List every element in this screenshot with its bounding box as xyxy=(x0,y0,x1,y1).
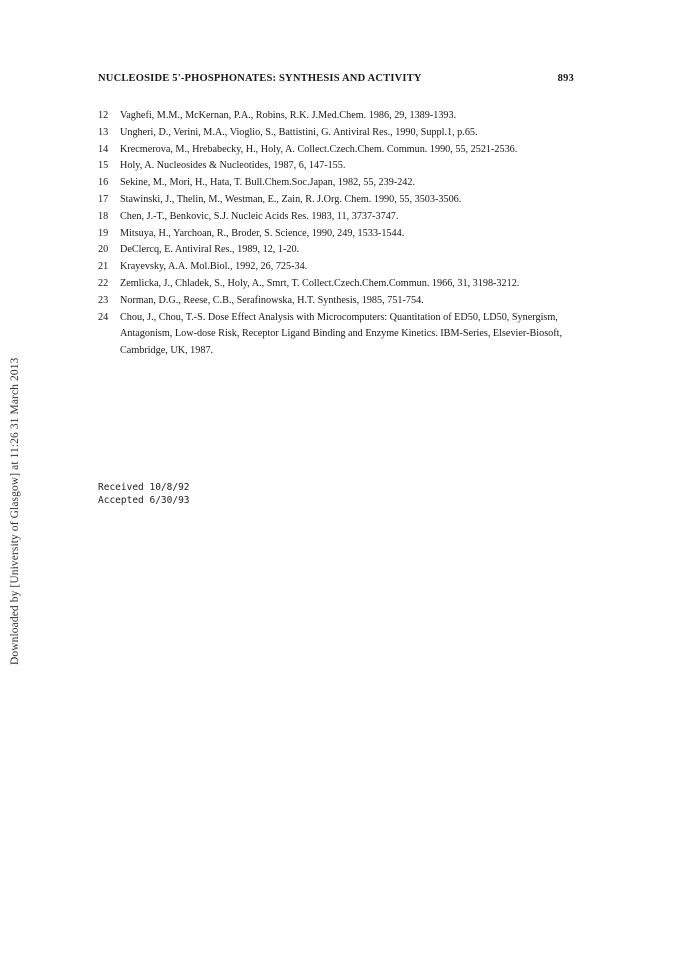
reference-number: 22 xyxy=(98,277,109,289)
reference-item xyxy=(98,125,578,142)
reference-text: Chou, J., Chou, T.-S. Dose Effect Analysis with Microcomputers: Quantitation of ED50, LD50, Synergism, Antagonism, Low-dose Risk, Receptor Ligand Binding and Enzyme Kinetics. IBM-Series, Elsevier-Biosoft, Cambridge, UK, 1987. xyxy=(120,311,563,357)
reference-text: Vaghefi, M.M., McKernan, P.A., Robins, R.K. J.Med.Chem. 1986, 29, 1389-1393. xyxy=(120,110,457,121)
running-header xyxy=(98,73,574,89)
reference-text: Krayevsky, A.A. Mol.Biol., 1992, 26, 725-34. xyxy=(120,261,308,273)
reference-text: Sekine, M., Mori, H., Hata, T. Bull.Chem.Soc.Japan, 1982, 55, 239-242. xyxy=(120,177,416,189)
reference-number: 15 xyxy=(98,160,109,172)
reference-number: 23 xyxy=(98,294,109,306)
reference-number: 21 xyxy=(98,261,109,273)
reference-text: Stawinski, J., Thelin, M., Westman, E., Zain, R. J.Org. Chem. 1990, 55, 3503-3506. xyxy=(120,193,462,205)
received-date: Received 10/8/92 xyxy=(98,482,190,493)
reference-number: 16 xyxy=(98,177,109,189)
reference-number: 14 xyxy=(98,143,109,155)
reference-text: Chen, J.-T., Benkovic, S.J. Nucleic Acids Res. 1983, 11, 3737-3747. xyxy=(120,210,399,222)
running-header-title: NUCLEOSIDE 5'-PHOSPHONATES: SYNTHESIS AND ACTIVITY xyxy=(98,73,422,84)
reference-item xyxy=(98,192,578,209)
reference-list xyxy=(98,108,578,360)
reference-item xyxy=(98,276,578,293)
reference-item xyxy=(98,209,578,226)
reference-number: 17 xyxy=(98,193,109,205)
reference-text: Holy, A. Nucleosides & Nucleotides, 1987, 6, 147-155. xyxy=(120,160,346,172)
reference-text: DeClercq, E. Antiviral Res., 1989, 12, 1-20. xyxy=(120,244,300,256)
reference-number: 19 xyxy=(98,227,109,239)
reference-number: 12 xyxy=(98,110,109,121)
download-watermark-text: Downloaded by [University of Glasgow] at 11:26 31 March 2013 xyxy=(9,357,21,665)
received-accepted-dates xyxy=(98,482,190,507)
page-number: 893 xyxy=(557,73,574,84)
reference-item xyxy=(98,108,578,125)
reference-item xyxy=(98,142,578,159)
reference-text: Ungheri, D., Verini, M.A., Vioglio, S., Battistini, G. Antiviral Res., 1990, Suppl.1, p.65. xyxy=(120,126,478,138)
reference-number: 20 xyxy=(98,244,109,256)
accepted-date: Accepted 6/30/93 xyxy=(98,494,190,506)
reference-item xyxy=(98,259,578,276)
reference-text: Krecmerova, M., Hrebabecky, H., Holy, A. Collect.Czech.Chem. Commun. 1990, 55, 2521-2536. xyxy=(120,143,518,155)
reference-item xyxy=(98,293,578,310)
reference-item xyxy=(98,310,578,360)
reference-number: 24 xyxy=(98,311,109,323)
reference-number: 13 xyxy=(98,126,109,138)
reference-text: Norman, D.G., Reese, C.B., Serafinowska, H.T. Synthesis, 1985, 751-754. xyxy=(120,294,424,306)
reference-text: Mitsuya, H., Yarchoan, R., Broder, S. Science, 1990, 249, 1533-1544. xyxy=(120,227,405,239)
reference-item xyxy=(98,175,578,192)
reference-item xyxy=(98,158,578,175)
reference-number: 18 xyxy=(98,210,109,222)
reference-text: Zemlicka, J., Chladek, S., Holy, A., Smrt, T. Collect.Czech.Chem.Commun. 1966, 31, 3198-3212. xyxy=(120,277,520,289)
reference-item xyxy=(98,242,578,259)
reference-item xyxy=(98,226,578,243)
